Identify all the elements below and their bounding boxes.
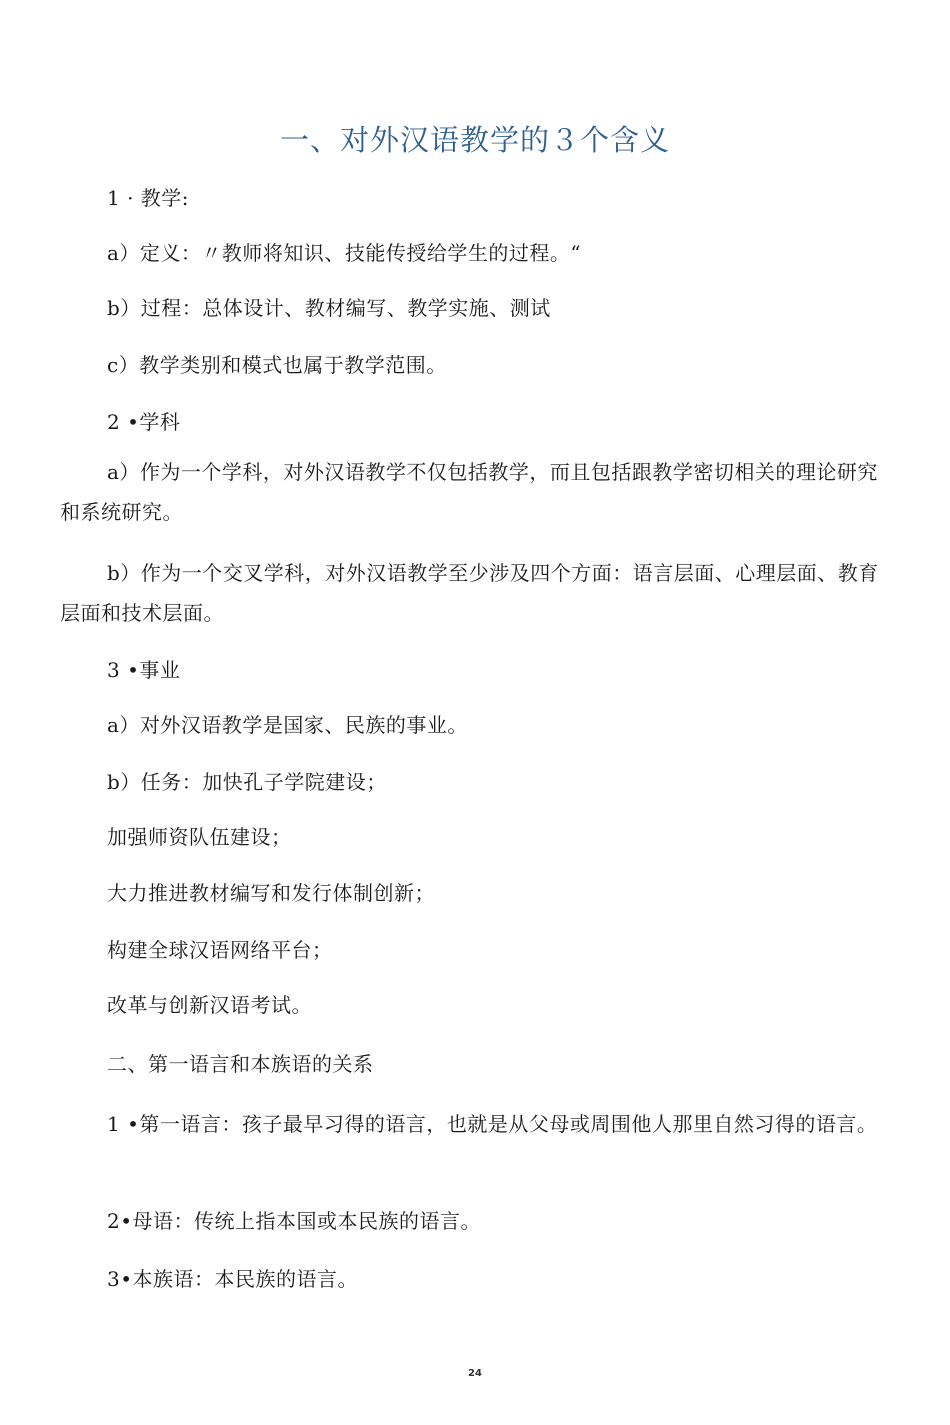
item-task-teachers: 加强师资队伍建设； (107, 825, 292, 849)
document-title: 一、对外汉语教学的３个含义 (279, 123, 670, 157)
page-number: 24 (468, 1368, 482, 1379)
item-teaching-definition: a）定义：〃教师将知识、技能传授给学生的过程。“ (107, 241, 582, 265)
item-task-exam: 改革与创新汉语考试。 (107, 993, 312, 1017)
item-teaching-process: b）过程：总体设计、教材编写、教学实施、测试 (107, 296, 551, 320)
paragraph-discipline-a: a）作为一个学科，对外汉语教学不仅包括教学，而且包括跟教学密切相关的理论研究和系统研究。 (60, 460, 878, 524)
item-task-textbooks: 大力推进教材编写和发行体制创新； (107, 881, 435, 905)
item-teaching-scope: c）教学类别和模式也属于教学范围。 (107, 353, 447, 377)
item-career-b: b）任务：加快孔子学院建设； (107, 770, 387, 794)
item-native-language: 3•本族语：本民族的语言。 (107, 1267, 359, 1291)
item-mother-tongue: 2•母语：传统上指本国或本民族的语言。 (107, 1209, 482, 1233)
item-career-heading: 3 •事业 (107, 658, 181, 682)
paragraph-discipline-b: b）作为一个交叉学科，对外汉语教学至少涉及四个方面：语言层面、心理层面、教育层面和技术层面。 (60, 561, 879, 625)
paragraph-first-language: 1 •第一语言：孩子最早习得的语言，也就是从父母或周围他人那里自然习得的语言。 (107, 1112, 878, 1136)
item-discipline-heading: 2 •学科 (107, 410, 181, 434)
section-two-heading: 二、第一语言和本族语的关系 (107, 1052, 374, 1076)
item-career-a: a）对外汉语教学是国家、民族的事业。 (107, 713, 468, 737)
item-task-platform: 构建全球汉语网络平台； (107, 938, 333, 962)
item-teaching-heading: 1 · 教学: (107, 186, 190, 210)
